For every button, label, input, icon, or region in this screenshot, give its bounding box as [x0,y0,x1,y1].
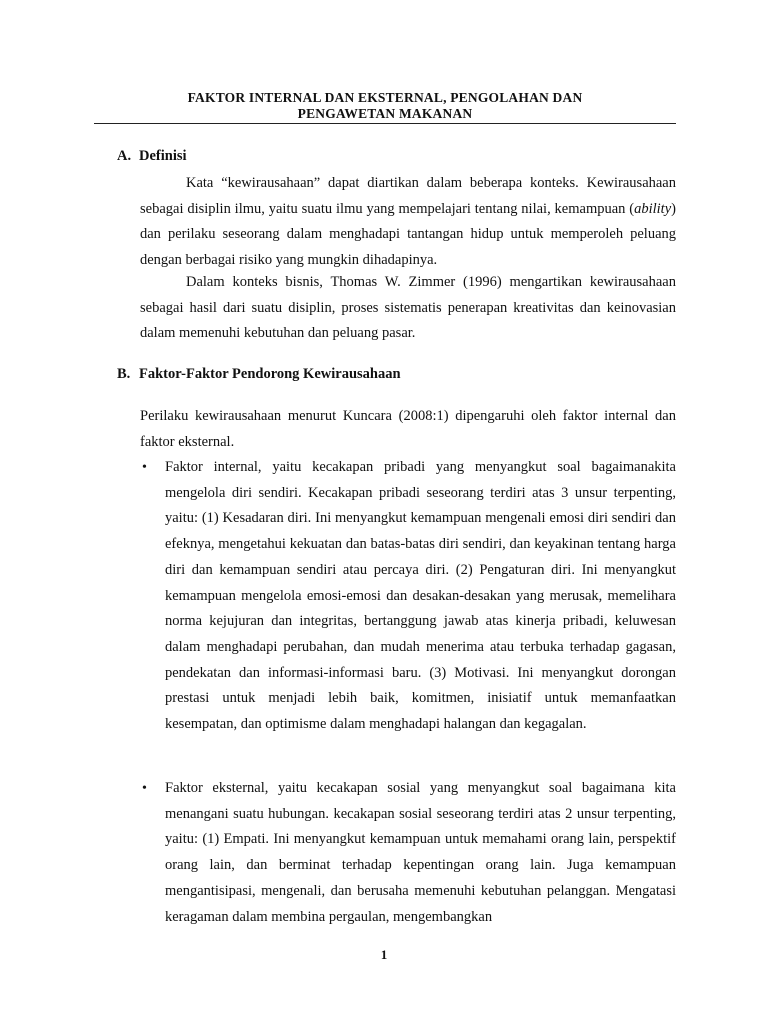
title-line-1: FAKTOR INTERNAL DAN EKSTERNAL, PENGOLAHAN DAN [187,90,583,105]
section-a-heading [117,148,187,165]
section-b-title: Faktor-Faktor Pendorong Kewirausahaan [139,366,401,382]
title-underline [94,123,676,124]
bullet-icon: • [142,460,147,475]
list-item-internal-factor [140,455,676,738]
bullet-text-external: Faktor eksternal, yaitu kecakapan sosial yang menyangkut soal bagaimana kita menangani suatu hubungan. kecakapan sosial seseorang terdiri atas 2 unsur terpenting, yaitu: (1) Empati. Ini menyangkut kemampuan untuk memahami orang lain, perspektif orang lain, dan berminat terhadap kepentingan orang lain. Juga kemampuan mengantisipasi, mengenali, dan berusaha memenuhi kebutuhan pelanggan. Mengatasi keragaman dalam membina pergaulan, mengembangkan [165,780,676,925]
list-item-external-factor [140,776,676,930]
section-b-intro [140,404,676,455]
p1-text-before: Kata “kewirausahaan” dapat diartikan dalam beberapa konteks. Kewirausahaan sebagai disiplin ilmu, yaitu suatu ilmu yang mempelajari tentang nilai, kemampuan ( [140,175,676,217]
section-a-paragraph-1 [140,171,676,274]
section-b-letter: B. [117,366,131,382]
bullet-text-internal: Faktor internal, yaitu kecakapan pribadi yang menyangkut soal bagaimanakita mengelola diri sendiri. Kecakapan pribadi seseorang terdiri atas 3 unsur terpenting, yaitu: (1) Kesadaran diri. Ini menyangkut kemampuan mengenali emosi diri sendiri dan efeknya, mengetahui kekuatan dan batas-batas diri sendiri, dan keyakinan tentang harga diri dan kemampuan sendiri atau percaya diri. (2) Pengaturan diri. Ini menyangkut kemampuan mengelola emosi-emosi dan desakan-desakan yang merusak, memelihara norma kejujuran dan integritas, bertanggung jawab atas kinerja pribadi, keluwesan dalam menghadapi perubahan, dan mudah menerima atau terbuka terhadap gagasan, pendekatan dan informasi-informasi baru. (3) Motivasi. Ini menyangkut dorongan prestasi untuk menjadi lebih baik, komitmen, inisiatif untuk memanfaatkan kesempatan, dan optimisme dalam menghadapi halangan dan kegagalan. [165,459,676,733]
title-line-2: PENGAWETAN MAKANAN [297,106,473,121]
p1-text-after: ) dan perilaku seseorang dalam menghadapi tantangan hidup untuk memperoleh peluang dengan berbagai risiko yang mungkin dihadapinya. [140,200,676,269]
section-a-letter: A. [117,148,132,164]
p2-text: Dalam konteks bisnis, Thomas W. Zimmer (1996) mengartikan kewirausahaan sebagai hasil dari suatu disiplin, proses sistematis penerapan kreativitas dan keinovasian dalam memenuhi kebutuhan dan peluang pasar. [140,274,676,342]
p1-italic-term: ability [634,200,672,217]
intro-text: Perilaku kewirausahaan menurut Kuncara (2008:1) dipengaruhi oleh faktor internal dan faktor eksternal. [140,408,676,450]
document-title [94,90,676,122]
page-number: 1 [380,947,388,962]
bullet-icon: • [142,781,147,796]
section-a-paragraph-2 [140,270,676,347]
section-b-heading [117,366,401,383]
section-a-title: Definisi [139,148,187,164]
